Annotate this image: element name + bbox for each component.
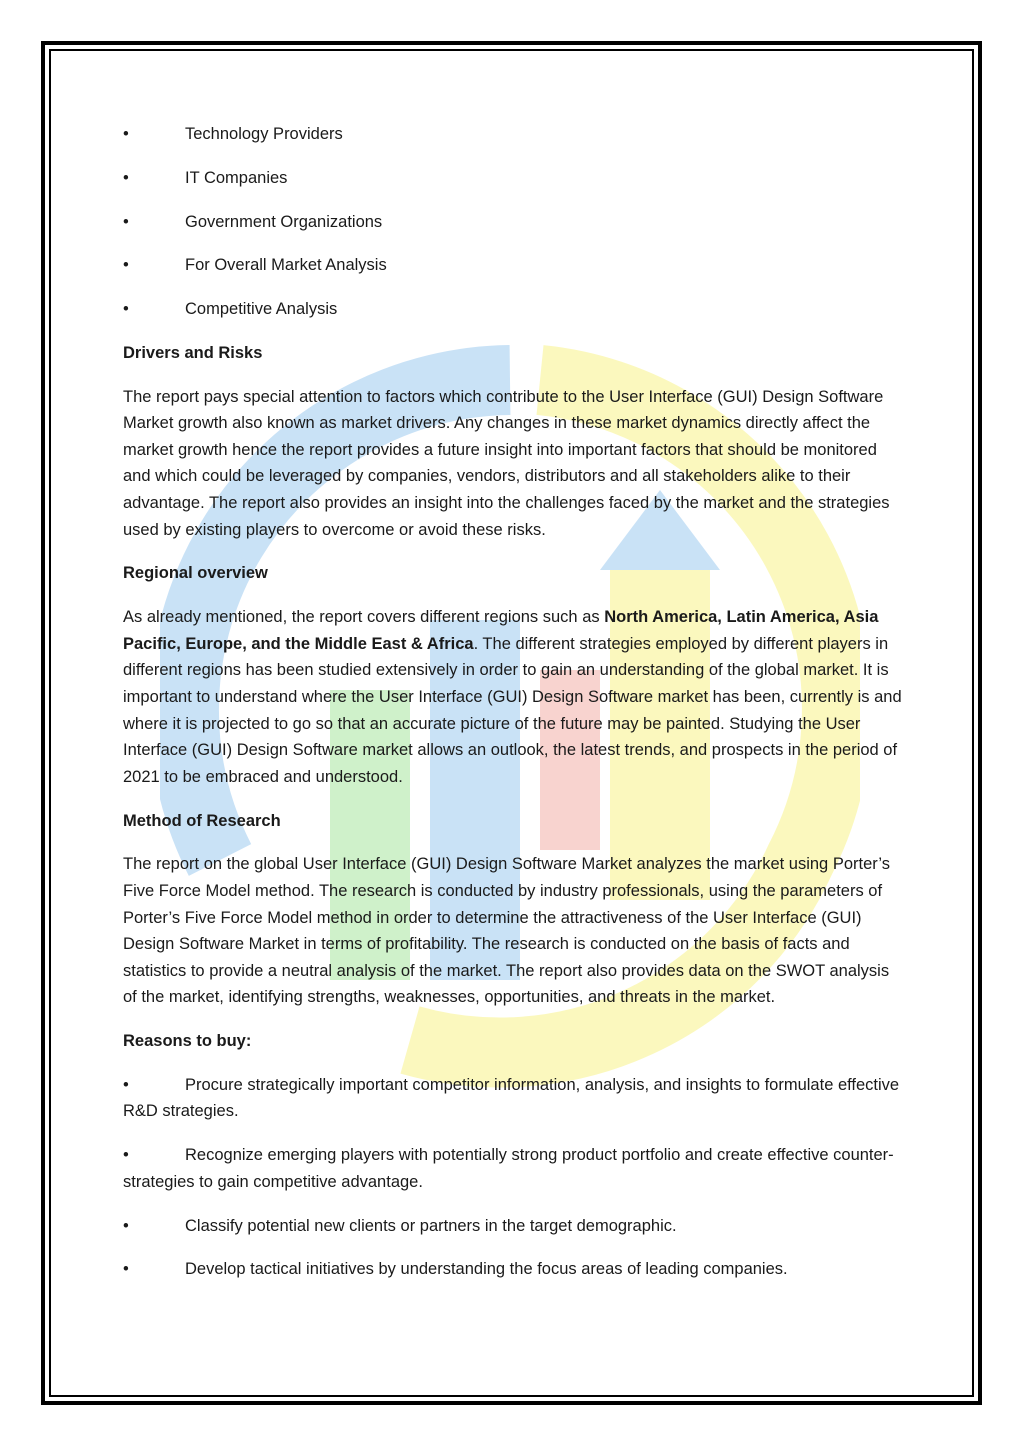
drivers-paragraph: The report pays special attention to factors which contribute to the User Interface (GUI) Design Software Market growth also known as market drivers. Any changes in these market dynamics directly affect the market growth hence the report provides a future insight into important factors that should be monitored and which could be leveraged by companies, vendors, distributors and all stakeholders alike to their advantage. The report also provides an insight into the challenges faced by the market and the strategies used by existing players to overcome or avoid these risks. <box>123 387 890 539</box>
regional-text-after: . The different strategies employed by different players in different regions has been studied extensively in order to gain an understanding of the global market. It is important to understand where the User Interface (GUI) Design Software market has been, currently is and where it is projected to go so that an accurate picture of the future may be painted. Studying the User Interface (GUI) Design Software market allows an outlook, the latest trends, and prospects in the period of 2021 to be embraced and understood. <box>123 634 902 786</box>
regional-text-before: As already mentioned, the report covers different regions such as <box>123 608 605 627</box>
reason-item <box>123 1072 903 1125</box>
regional-paragraph <box>123 604 903 790</box>
bullet-symbol: • <box>123 212 129 231</box>
bullet-symbol: • <box>123 1260 129 1279</box>
reason-text: Classify potential new clients or partners in the target demographic. <box>185 1216 677 1235</box>
reason-item <box>123 1142 903 1195</box>
list-item <box>123 209 903 236</box>
section-heading-reasons: Reasons to buy: <box>123 1032 252 1051</box>
bullet-symbol: • <box>123 1075 129 1094</box>
reason-text: Procure strategically important competitor information, analysis, and insights to formulate effective R&D strategies. <box>123 1075 900 1121</box>
reason-text: Develop tactical initiatives by understanding the focus areas of leading companies. <box>185 1260 788 1279</box>
list-item-text: Competitive Analysis <box>185 300 338 319</box>
bullet-symbol: • <box>123 1146 129 1165</box>
list-item <box>123 121 903 148</box>
bullet-symbol: • <box>123 256 129 275</box>
document-content <box>123 121 903 1300</box>
reason-text: Recognize emerging players with potentially strong product portfolio and create effective counter-strategies to gain competitive advantage. <box>123 1146 894 1191</box>
bullet-symbol: • <box>123 125 129 143</box>
list-item <box>123 165 903 192</box>
list-item-text: IT Companies <box>185 168 288 187</box>
list-item <box>123 252 903 279</box>
section-heading-method: Method of Research <box>123 811 281 830</box>
reason-item <box>123 1213 903 1240</box>
method-paragraph: The report on the global User Interface (GUI) Design Software Market analyzes the market using Porter’s Five Force Model method. The research is conducted by industry professionals, using the parameters of Porter’s Five Force Model method in order to determine the attractiveness of the User Interface (GUI) Design Software Market in terms of profitability. The research is conducted on the basis of facts and statistics to provide a neutral analysis of the market. The report also provides data on the SWOT analysis of the market, identifying strengths, weaknesses, opportunities, and threats in the market. <box>123 855 890 1007</box>
bullet-symbol: • <box>123 1216 129 1235</box>
regional-regions-bold: North America, Latin America, Asia Pacific, Europe, and the Middle East & Africa <box>123 608 879 653</box>
section-heading-regional: Regional overview <box>123 564 268 583</box>
reason-item <box>123 1256 903 1283</box>
list-item <box>123 296 903 323</box>
list-item-text: For Overall Market Analysis <box>185 256 387 275</box>
section-heading-drivers: Drivers and Risks <box>123 343 263 362</box>
bullet-symbol: • <box>123 300 129 319</box>
bullet-symbol: • <box>123 168 129 187</box>
list-item-text: Government Organizations <box>185 212 383 231</box>
list-item-text: Technology Providers <box>185 125 343 143</box>
